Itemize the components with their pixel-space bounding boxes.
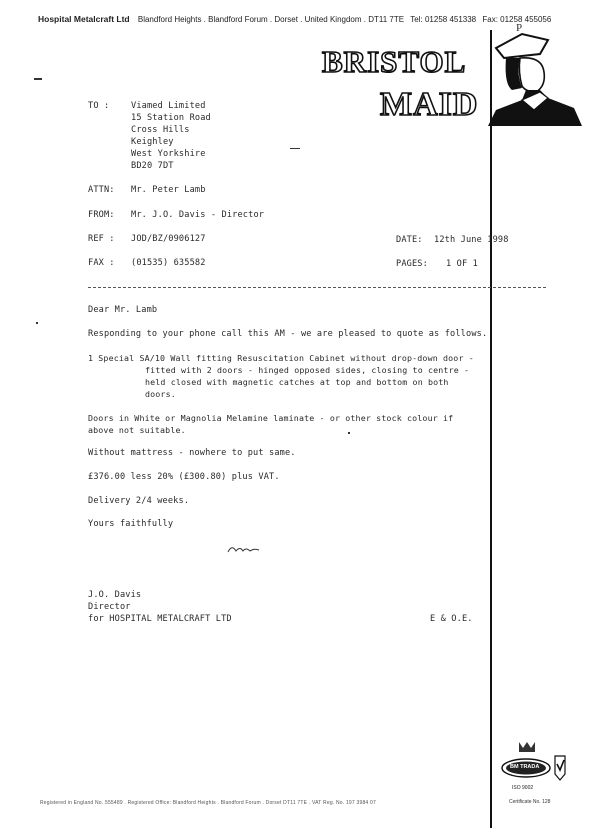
nurse-logo-icon [482,28,592,126]
logo-maid: MAID [380,86,479,123]
intro-paragraph: Responding to your phone call this AM - we are pleased to quote as follows. [88,329,488,339]
to-label: TO : [88,101,110,111]
badge-label: BM TRADA [510,764,540,770]
scan-speck [348,432,350,434]
ref-value: JOD/BZ/0906127 [131,234,206,244]
attn-label: ATTN: [88,185,115,195]
from-label: FROM: [88,210,115,220]
fax-edge-line [490,30,492,828]
pages-value: 1 OF 1 [446,259,478,269]
company-address: Blandford Heights . Blandford Forum . Dorset . United Kingdom . DT11 7TE [137,15,405,24]
closing: Yours faithfully [88,519,174,529]
to-line: BD20 7DT [131,161,174,171]
signatory-title: Director [88,602,131,612]
price-line: £376.00 less 20% (£300.80) plus VAT. [88,472,280,482]
signatory-company: for HOSPITAL METALCRAFT LTD [88,614,232,624]
item-line: 1 Special SA/10 Wall fitting Resuscitation Cabinet without drop-down door - [88,353,474,363]
badge-certificate: Certificate No. 128 [509,799,551,805]
to-line: Cross Hills [131,125,190,135]
delivery-line: Delivery 2/4 weeks. [88,496,190,506]
page-mark: P [516,22,523,34]
certification-badge [493,740,575,796]
company-fax: Fax: 01258 455056 [482,15,552,24]
greeting: Dear Mr. Lamb [88,305,158,315]
doors-line: Doors in White or Magnolia Melamine laminate - or other stock colour if [88,413,454,423]
letterhead [38,14,551,24]
to-line: Keighley [131,137,174,147]
fax-label: FAX : [88,258,115,268]
signature [226,542,266,556]
crown-mark-icon [493,740,575,786]
eoe-note: E & O.E. [430,614,473,624]
registration-footer: Registered in England No. 555489 . Registered Office: Blandford Heights . Blandford Forum . Dorset DT11 7TE . VAT Reg. No. 197 3984 07 [40,800,376,806]
from-value: Mr. J.O. Davis - Director [131,210,265,220]
item-line: held closed with magnetic catches at top and bottom on both [145,377,449,387]
mattress-note: Without mattress - nowhere to put same. [88,448,296,458]
scan-speck [290,148,300,149]
to-line: 15 Station Road [131,113,211,123]
fax-value: (01535) 635582 [131,258,206,268]
logo-bristol: BRISTOL [322,44,467,79]
doors-line: above not suitable. [88,425,186,435]
to-line: West Yorkshire [131,149,206,159]
item-line: doors. [145,389,176,399]
company-phone: Tel: 01258 451338 [410,15,477,24]
date-value: 12th June 1998 [434,235,509,245]
separator-rule [88,287,546,288]
pages-label: PAGES: [396,259,428,269]
attn-value: Mr. Peter Lamb [131,185,206,195]
signatory-name: J.O. Davis [88,590,142,600]
scan-speck [36,322,38,324]
ref-label: REF : [88,234,115,244]
badge-iso: ISO 9002 [512,785,534,791]
company-name: Hospital Metalcraft Ltd [38,14,130,24]
scan-speck [34,78,42,80]
item-line: fitted with 2 doors - hinged opposed sides, closing to centre - [145,365,470,375]
date-label: DATE: [396,235,423,245]
to-line: Viamed Limited [131,101,206,111]
